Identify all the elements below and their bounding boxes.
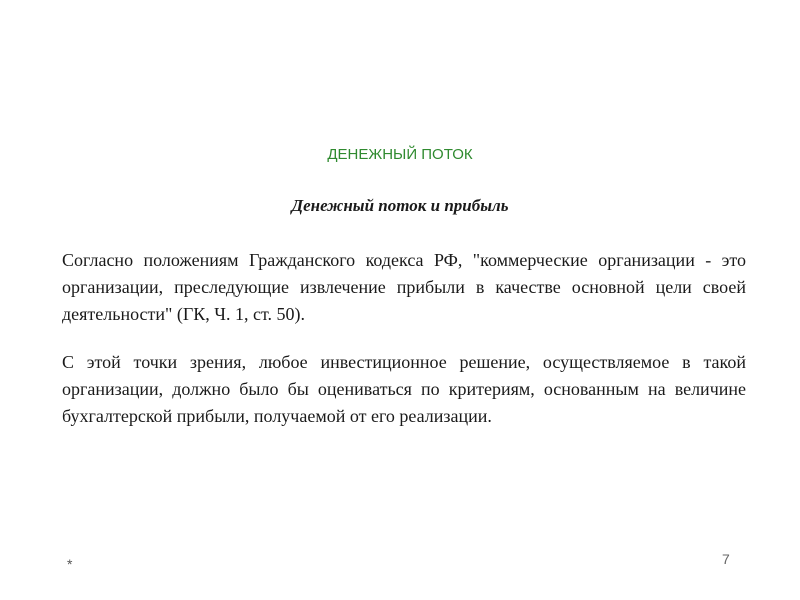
footer-asterisk: * — [67, 556, 73, 572]
body-paragraph: Согласно положениям Гражданского кодекса РФ, "коммерческие организации - это организации, преследующие извлечение прибыли в качестве основной цели своей деятельности" (ГК, Ч. 1, ст. 50). — [62, 250, 746, 324]
page-number: 7 — [722, 551, 730, 567]
slide-heading: ДЕНЕЖНЫЙ ПОТОК — [327, 146, 473, 163]
body-paragraph: С этой точки зрения, любое инвестиционное решение, осуществляемое в такой организации, должно было бы оцениваться по критериям, основанным на величине бухгалтерской прибыли, получаемой от его реализации. — [62, 352, 746, 426]
slide-subheading: Денежный поток и прибыль — [291, 196, 509, 215]
